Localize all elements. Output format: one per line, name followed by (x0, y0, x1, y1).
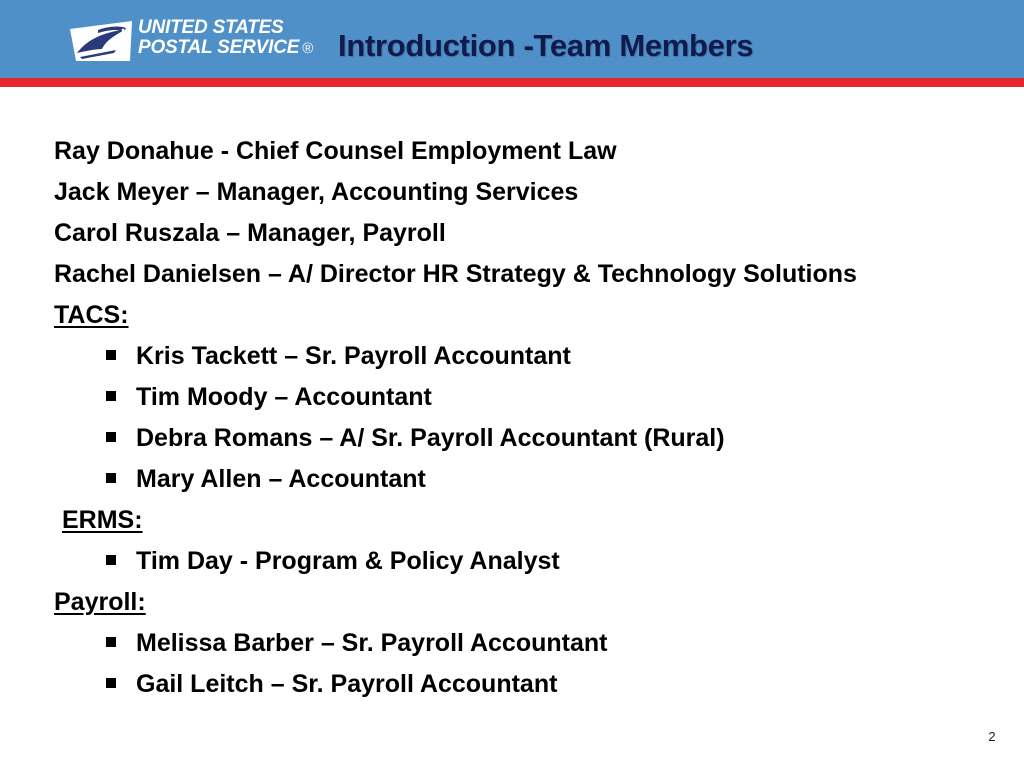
line-text: Melissa Barber – Sr. Payroll Accountant (136, 629, 608, 657)
line-text: Mary Allen – Accountant (136, 465, 426, 493)
wordmark-line-1: UNITED STATES (138, 17, 284, 38)
team-member-line (54, 131, 1014, 172)
square-bullet-icon (106, 678, 116, 688)
square-bullet-icon (106, 637, 116, 647)
square-bullet-icon (106, 391, 116, 401)
eagle-icon (68, 19, 134, 63)
line-text: ERMS: (62, 506, 143, 534)
bullet-item (54, 459, 1014, 500)
bullet-item (54, 664, 1014, 705)
section-heading (54, 582, 1014, 623)
square-bullet-icon (106, 473, 116, 483)
bullet-item (54, 541, 1014, 582)
line-text: TACS: (54, 301, 129, 329)
wordmark-line-2: POSTAL SERVICE (138, 37, 300, 58)
line-text: Kris Tackett – Sr. Payroll Accountant (136, 342, 571, 370)
line-text: Debra Romans – A/ Sr. Payroll Accountant (Rural) (136, 424, 725, 452)
page-number: 2 (988, 729, 996, 744)
bullet-item (54, 377, 1014, 418)
team-member-line (54, 254, 1014, 295)
usps-wordmark (138, 18, 313, 59)
line-text: Carol Ruszala – Manager, Payroll (54, 219, 446, 247)
square-bullet-icon (106, 350, 116, 360)
usps-logo (68, 18, 318, 64)
line-text: Jack Meyer – Manager, Accounting Services (54, 178, 579, 206)
bullet-item (54, 623, 1014, 664)
line-text: Rachel Danielsen – A/ Director HR Strategy & Technology Solutions (54, 260, 857, 288)
line-text: Tim Moody – Accountant (136, 383, 432, 411)
square-bullet-icon (106, 555, 116, 565)
bullet-item (54, 418, 1014, 459)
line-text: Tim Day - Program & Policy Analyst (136, 547, 560, 575)
team-member-line (54, 172, 1014, 213)
section-heading (54, 500, 1014, 541)
registered-mark: ® (302, 40, 314, 57)
line-text: Gail Leitch – Sr. Payroll Accountant (136, 670, 558, 698)
line-text: Ray Donahue - Chief Counsel Employment Law (54, 137, 617, 165)
section-heading (54, 295, 1014, 336)
accent-stripe (0, 78, 1024, 87)
slide-title: Introduction -Team Members (338, 28, 754, 63)
team-member-list (54, 131, 1014, 705)
line-text: Payroll: (54, 588, 146, 616)
bullet-item (54, 336, 1014, 377)
team-member-line (54, 213, 1014, 254)
square-bullet-icon (106, 432, 116, 442)
